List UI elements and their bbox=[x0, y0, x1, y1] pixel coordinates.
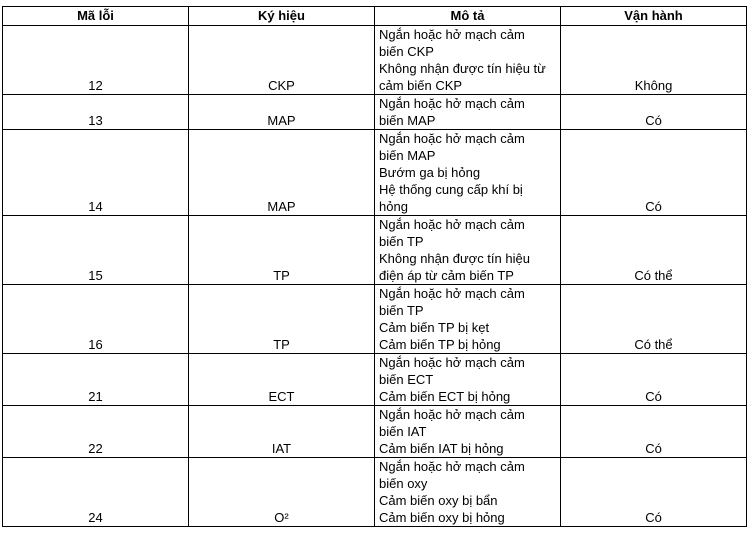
header-description: Mô tả bbox=[375, 7, 561, 26]
header-symbol: Ký hiệu bbox=[189, 7, 375, 26]
table-row bbox=[3, 95, 747, 130]
description-cell bbox=[375, 458, 561, 527]
description-line: Không nhận được tín hiệu bbox=[379, 251, 530, 266]
description-line: biến ECT bbox=[379, 372, 434, 387]
error-code-table bbox=[2, 6, 747, 527]
description-line: Ngắn hoặc hở mạch cảm bbox=[379, 27, 525, 42]
description-line: Ngắn hoặc hở mạch cảm bbox=[379, 131, 525, 146]
description-cell bbox=[375, 354, 561, 406]
description-line: Ngắn hoặc hở mạch cảm bbox=[379, 355, 525, 370]
operation-cell: Có bbox=[561, 458, 747, 527]
symbol-cell: ECT bbox=[189, 354, 375, 406]
description-line: Cảm biến IAT bị hỏng bbox=[379, 441, 504, 456]
description-line: Hệ thống cung cấp khí bị bbox=[379, 182, 523, 197]
description-line: Ngắn hoặc hở mạch cảm bbox=[379, 217, 525, 232]
description-line: hỏng bbox=[379, 199, 408, 214]
table-row bbox=[3, 354, 747, 406]
table-body bbox=[3, 26, 747, 527]
operation-cell: Có thể bbox=[561, 216, 747, 285]
symbol-cell: CKP bbox=[189, 26, 375, 95]
description-cell bbox=[375, 26, 561, 95]
operation-cell: Có bbox=[561, 130, 747, 216]
description-cell bbox=[375, 95, 561, 130]
description-line: Ngắn hoặc hở mạch cảm bbox=[379, 459, 525, 474]
operation-cell: Có thể bbox=[561, 285, 747, 354]
symbol-cell: TP bbox=[189, 216, 375, 285]
operation-cell: Có bbox=[561, 354, 747, 406]
operation-cell: Không bbox=[561, 26, 747, 95]
description-line: Ngắn hoặc hở mạch cảm bbox=[379, 407, 525, 422]
symbol-cell: TP bbox=[189, 285, 375, 354]
symbol-cell: O² bbox=[189, 458, 375, 527]
table-row bbox=[3, 26, 747, 95]
description-line: biến MAP bbox=[379, 113, 436, 128]
operation-cell: Có bbox=[561, 95, 747, 130]
error-code-cell: 15 bbox=[3, 216, 189, 285]
description-line: biến oxy bbox=[379, 476, 428, 491]
symbol-cell: MAP bbox=[189, 95, 375, 130]
description-line: Không nhận được tín hiệu từ bbox=[379, 61, 546, 76]
table-row bbox=[3, 285, 747, 354]
table-row bbox=[3, 406, 747, 458]
table-row bbox=[3, 216, 747, 285]
description-line: biến IAT bbox=[379, 424, 427, 439]
description-line: điện áp từ cảm biến TP bbox=[379, 268, 514, 283]
description-line: biến CKP bbox=[379, 44, 434, 59]
description-line: Ngắn hoặc hở mạch cảm bbox=[379, 96, 525, 111]
description-cell bbox=[375, 130, 561, 216]
table-row bbox=[3, 458, 747, 527]
description-line: Cảm biến oxy bị bẩn bbox=[379, 493, 498, 508]
description-line: cảm biến CKP bbox=[379, 78, 463, 93]
description-line: Cảm biến TP bị hỏng bbox=[379, 337, 501, 352]
operation-cell: Có bbox=[561, 406, 747, 458]
description-cell bbox=[375, 285, 561, 354]
error-code-cell: 14 bbox=[3, 130, 189, 216]
header-row bbox=[3, 7, 747, 26]
description-line: Cảm biến oxy bị hỏng bbox=[379, 510, 505, 525]
error-code-cell: 22 bbox=[3, 406, 189, 458]
error-code-cell: 16 bbox=[3, 285, 189, 354]
error-code-cell: 13 bbox=[3, 95, 189, 130]
description-line: Cảm biến TP bị kẹt bbox=[379, 320, 490, 335]
description-cell bbox=[375, 216, 561, 285]
description-line: biến MAP bbox=[379, 148, 436, 163]
table-row bbox=[3, 130, 747, 216]
symbol-cell: MAP bbox=[189, 130, 375, 216]
description-line: Ngắn hoặc hở mạch cảm bbox=[379, 286, 525, 301]
error-code-cell: 12 bbox=[3, 26, 189, 95]
description-line: biến TP bbox=[379, 303, 424, 318]
header-operation: Vận hành bbox=[561, 7, 747, 26]
error-code-cell: 24 bbox=[3, 458, 189, 527]
description-cell bbox=[375, 406, 561, 458]
description-line: Bướm ga bị hỏng bbox=[379, 165, 481, 180]
description-line: biến TP bbox=[379, 234, 424, 249]
error-code-cell: 21 bbox=[3, 354, 189, 406]
description-line: Cảm biến ECT bị hỏng bbox=[379, 389, 511, 404]
symbol-cell: IAT bbox=[189, 406, 375, 458]
header-code: Mã lỗi bbox=[3, 7, 189, 26]
